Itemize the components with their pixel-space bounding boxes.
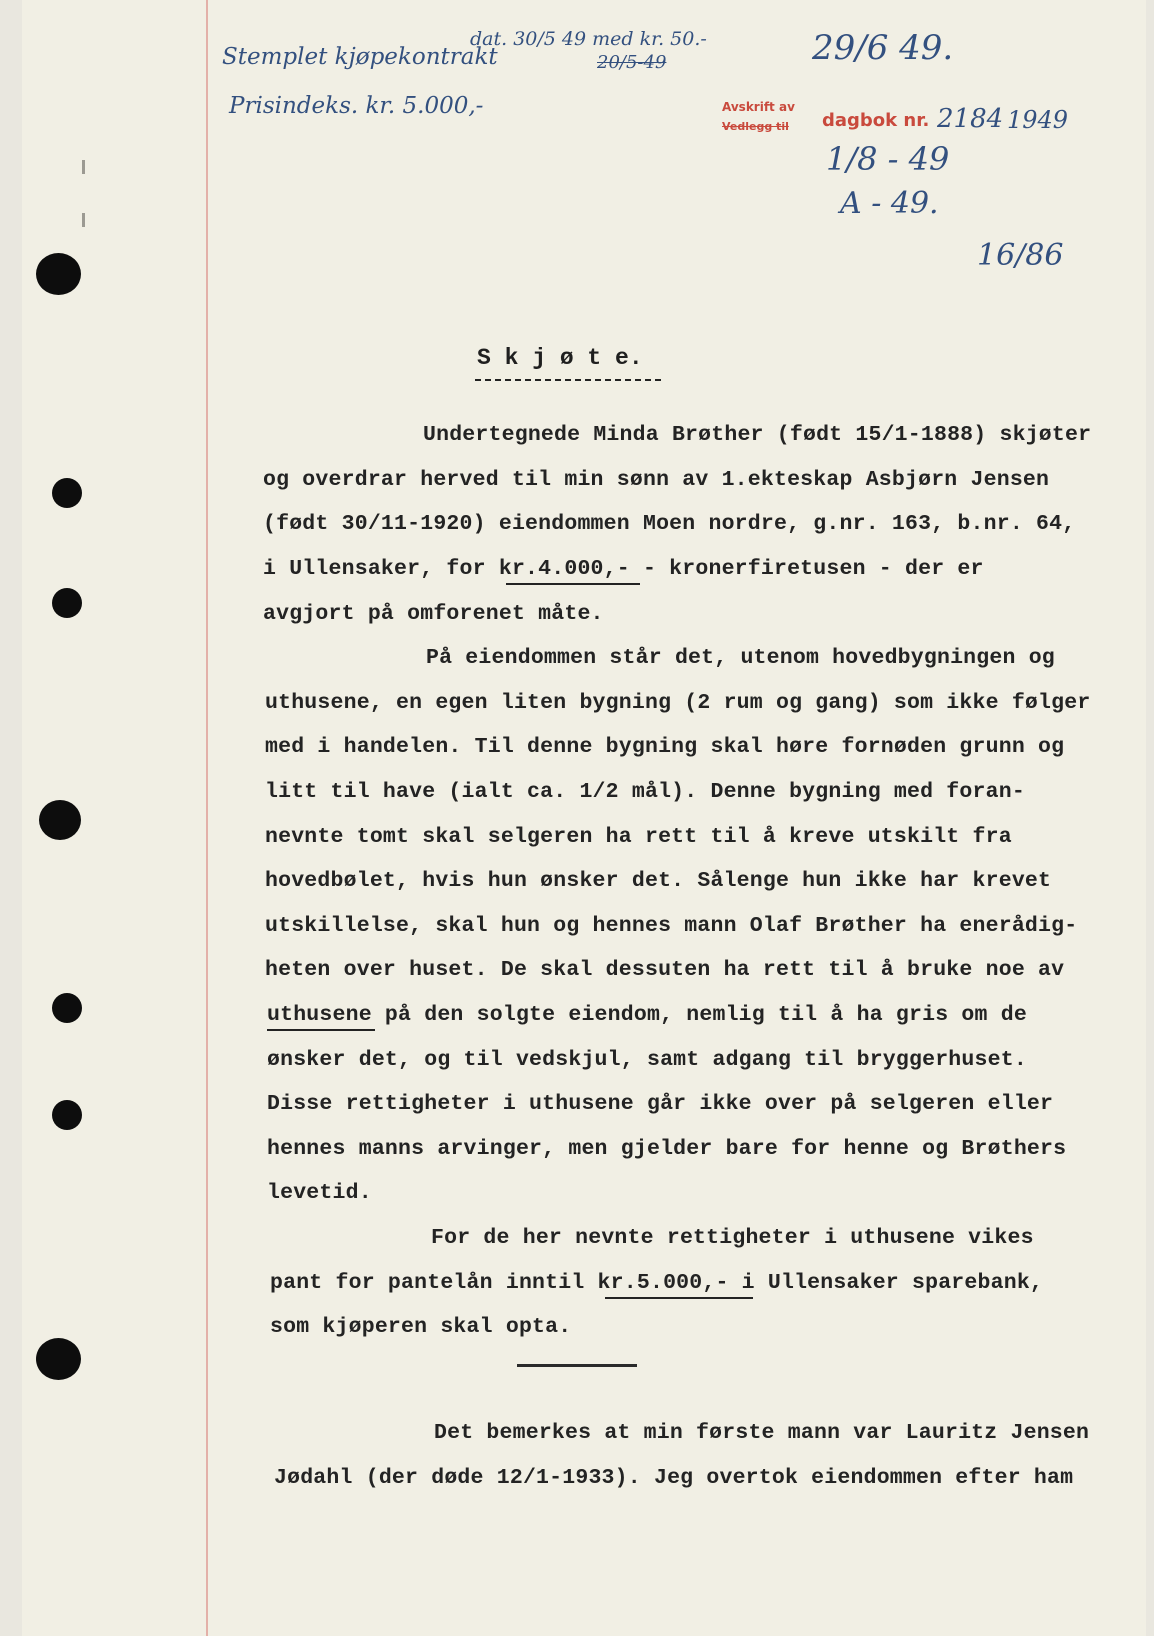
punch-hole [52, 993, 82, 1023]
punch-hole [39, 800, 81, 840]
body-line: hennes manns arvinger, men gjelder bare for henne og Brøthers [267, 1137, 1067, 1161]
body-line: som kjøperen skal opta. [270, 1315, 572, 1339]
punch-hole [36, 1338, 81, 1380]
handwritten-reference: A - 49. [840, 186, 939, 221]
body-line: Jødahl (der døde 12/1-1933). Jeg overtok eiendommen efter ham [274, 1466, 1074, 1490]
handwritten-note-line1: Stemplet kjøpekontrakt [222, 44, 498, 70]
body-line: På eiendommen står det, utenom hovedbygningen og [426, 646, 1055, 670]
handwritten-date: 1/8 - 49 [826, 140, 950, 178]
underline-mark [267, 1029, 375, 1031]
title-underline [475, 379, 661, 381]
margin-mark [82, 213, 85, 227]
body-line: nevnte tomt skal selgeren ha rett til å kreve utskilt fra [265, 825, 1012, 849]
journal-year: 1949 [1007, 106, 1069, 134]
handwritten-note-line2: Prisindeks. kr. 5.000,- [229, 93, 484, 119]
stamp-dagbok-label: dagbok nr. [822, 110, 930, 131]
body-line: pant for pantelån inntil kr.5.000,- i Ullensaker sparebank, [270, 1271, 1044, 1295]
document-title: S k j ø t e. [477, 345, 643, 371]
handwritten-struck-date: 20/5-49 [597, 52, 667, 73]
body-line: uthusene, en egen liten bygning (2 rum og gang) som ikke følger [265, 691, 1091, 715]
body-line-text: i Ullensaker, for kr.4.000,- - kronerfiretusen - der er [263, 557, 984, 581]
body-line: hovedbølet, hvis hun ønsker det. Sålenge hun ikke har krevet [265, 869, 1052, 893]
body-line: levetid. [267, 1181, 372, 1205]
section-divider [517, 1364, 637, 1367]
margin-line [206, 0, 208, 1636]
body-line [263, 557, 984, 581]
body-line: uthusene på den solgte eiendom, nemlig til å ha gris om de [267, 1003, 1027, 1027]
handwritten-note-registration-date: 29/6 49. [812, 28, 954, 68]
underline-mark [605, 1297, 753, 1299]
body-line: (født 30/11-1920) eiendommen Moen nordre, g.nr. 163, b.nr. 64, [263, 512, 1076, 536]
punch-hole [52, 478, 82, 508]
body-line: avgjort på omforenet måte. [263, 602, 604, 626]
stamp-label-copy: Avskrift av [722, 100, 795, 114]
underline-mark [506, 583, 640, 585]
margin-mark [82, 160, 85, 174]
body-line: Det bemerkes at min første mann var Lauritz Jensen [434, 1421, 1090, 1445]
body-line: heten over huset. De skal dessuten ha rett til å bruke noe av [265, 958, 1065, 982]
body-line: For de her nevnte rettigheter i uthusene vikes [431, 1226, 1034, 1250]
stamp-label-attachment: Vedlegg til [722, 120, 789, 133]
body-line: og overdrar herved til min sønn av 1.ekteskap Asbjørn Jensen [263, 468, 1050, 492]
body-line: utskillelse, skal hun og hennes mann Olaf Brøther ha enerådig- [265, 914, 1078, 938]
handwritten-fraction: 16/86 [977, 238, 1064, 273]
punch-hole [52, 1100, 82, 1130]
body-line: Undertegnede Minda Brøther (født 15/1-1888) skjøter [423, 423, 1092, 447]
body-line: ønsker det, og til vedskjul, samt adgang til bryggerhuset. [267, 1048, 1027, 1072]
body-line: Disse rettigheter i uthusene går ikke over på selgeren eller [267, 1092, 1054, 1116]
journal-number: 2184 [937, 104, 1004, 134]
body-line: litt til have (ialt ca. 1/2 mål). Denne bygning med foran- [265, 780, 1025, 804]
body-line: med i handelen. Til denne bygning skal høre fornøden grunn og [265, 735, 1065, 759]
punch-hole [36, 253, 81, 295]
document-page [22, 0, 1146, 1636]
handwritten-note-date: dat. 30/5 49 med kr. 50.- [470, 28, 707, 50]
punch-hole [52, 588, 82, 618]
